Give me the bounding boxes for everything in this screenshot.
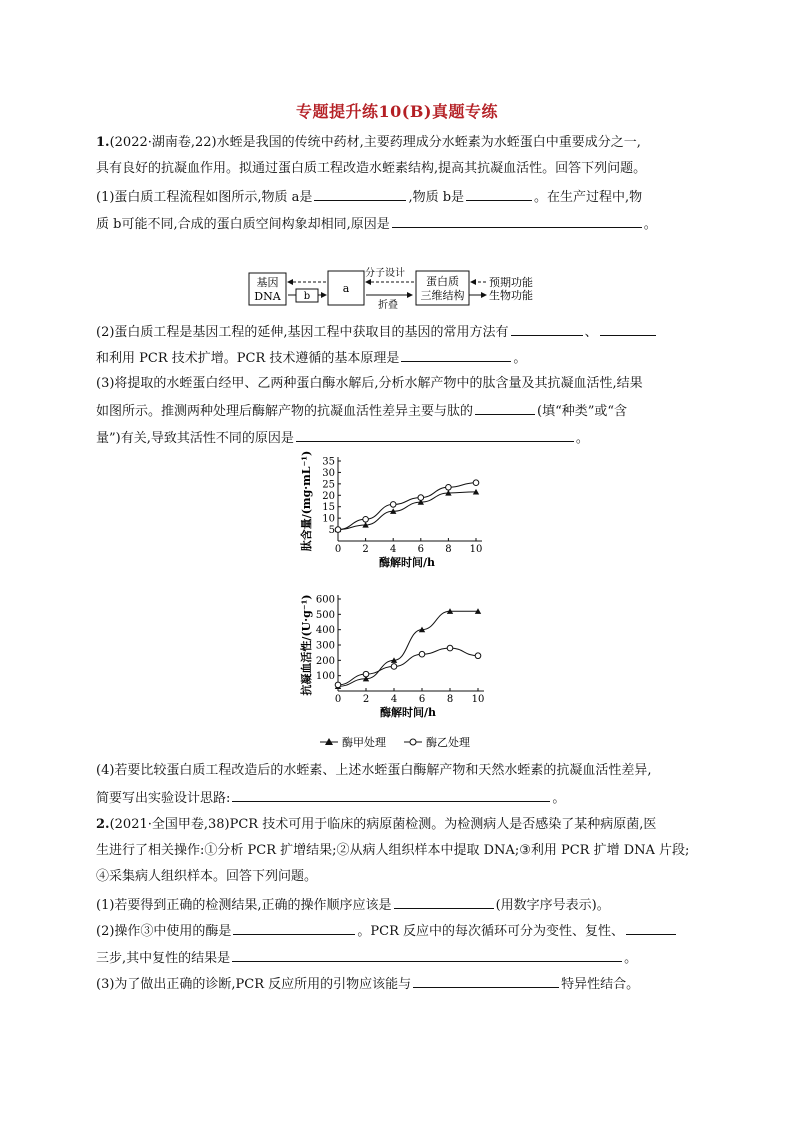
data-point-circle	[390, 502, 396, 508]
peptide-content-chart	[296, 450, 506, 580]
molecular-design-label: 分子设计	[365, 268, 405, 279]
y-tick-label: 10	[322, 513, 335, 525]
q1-stem-1: (2022·湖南卷,22)水蛭是我国的传统中药材,主要药理成分水蛭素为水蛭蛋白中重要成分之一,	[109, 135, 641, 150]
protein-label: 蛋白质	[426, 275, 459, 288]
data-point-circle	[473, 480, 479, 486]
x-tick-label: 4	[390, 544, 397, 555]
data-point-circle	[363, 516, 369, 522]
answer-blank-2-c[interactable]	[401, 348, 511, 362]
data-point-circle	[475, 653, 481, 659]
data-point-circle	[335, 527, 341, 533]
answer-blank-1-a[interactable]	[314, 187, 406, 201]
x-axis-label: 酶解时间/h	[378, 556, 436, 569]
x-tick-label: 6	[417, 544, 424, 555]
q2-number: 2.	[96, 817, 110, 832]
q1-part2-line-2	[96, 348, 526, 367]
q2-part2-period: 。	[624, 951, 638, 966]
q2-part1-text-b: (用数字序号表示)。	[495, 898, 610, 913]
structure-label: 三维结构	[420, 289, 465, 302]
x-tick-label: 8	[446, 694, 454, 705]
x-tick-label: 8	[445, 544, 452, 555]
q1-part4-line-1: (4)若要比较蛋白质工程改造后的水蛭素、上述水蛭蛋白酶解产物和天然水蛭素的抗凝血活性差异,	[96, 763, 652, 778]
q2-stem-1: (2021·全国甲卷,38)PCR 技术可用于临床的病原菌检测。为检测病人是否感染了某种病原菌,医	[109, 817, 657, 832]
data-point-circle	[446, 484, 452, 490]
data-point-circle	[447, 645, 453, 651]
y-tick-label: 100	[315, 671, 335, 683]
q2-part3-text-b: 特异性结合。	[561, 977, 640, 992]
q1-part3-line-2	[96, 401, 627, 420]
page-title: 专题提升练10(B)真题专练	[296, 102, 498, 121]
gene-label: 基因	[256, 276, 279, 289]
q1-part2-text-a: (2)蛋白质工程是基因工程的延伸,基因工程中获取目的基因的常用方法有	[96, 325, 509, 340]
x-tick-label: 0	[334, 694, 342, 705]
answer-blank-2-a[interactable]	[511, 322, 583, 336]
q2-part2-text-b: 。PCR 反应中的每次循环可分为变性、复性、	[357, 924, 625, 939]
answer-blank-q2-2a[interactable]	[233, 921, 355, 935]
biological-function-label: 生物功能	[489, 289, 533, 302]
data-point-circle	[363, 671, 369, 677]
answer-blank-q2-2b[interactable]	[626, 921, 676, 935]
q1-number: 1.	[96, 135, 110, 150]
legend-label-a: 酶甲处理	[342, 736, 386, 749]
answer-blank-q2-3[interactable]	[413, 974, 559, 988]
q2-part2-line-2	[96, 948, 637, 967]
y-tick-label: 600	[315, 594, 335, 606]
x-tick-label: 4	[390, 694, 398, 705]
x-tick-label: 0	[334, 544, 342, 555]
y-tick-label: 400	[315, 625, 335, 637]
protein-engineering-flowchart	[240, 266, 560, 312]
q2-part3-line	[96, 974, 639, 993]
y-axis-label: 抗凝血活性/(U·g⁻¹)	[300, 594, 313, 696]
q1-line-2: 具有良好的抗凝血作用。拟通过蛋白质工程改造水蛭素结构,提高其抗凝血活性。回答下列问题。	[96, 161, 647, 176]
q1-part3-line-1: (3)将提取的水蛭蛋白经甲、乙两种蛋白酶水解后,分析水解产物中的肽含量及其抗凝血活性,结果	[96, 376, 643, 391]
series-line-1	[338, 492, 476, 530]
q2-part2-text-a: (2)操作③中使用的酶是	[96, 924, 232, 939]
q1-part1-line-1	[96, 187, 642, 206]
q1-part1-text-a: (1)蛋白质工程流程如图所示,物质 a是	[96, 190, 313, 205]
answer-blank-3-a[interactable]	[475, 401, 535, 415]
q1-part3-line-3	[96, 428, 589, 447]
q1-part4-text-b: 简要写出实验设计思路:	[96, 791, 231, 806]
substance-b-label: b	[303, 291, 311, 302]
data-point-circle	[419, 651, 425, 657]
q1-part2-comma: 、	[584, 325, 598, 340]
answer-blank-4[interactable]	[232, 788, 550, 802]
answer-blank-1-b[interactable]	[466, 187, 532, 201]
y-tick-label: 300	[315, 640, 335, 652]
q1-part1-line-2	[96, 214, 657, 233]
q1-part3-text-c: (填“种类”或“含	[537, 404, 628, 419]
x-axis-label: 酶解时间/h	[379, 706, 437, 719]
y-tick-label: 5	[328, 525, 335, 537]
q1-line-1	[96, 134, 641, 151]
q2-part3-text-a: (3)为了做出正确的诊断,PCR 反应所用的引物应该能与	[96, 977, 412, 992]
q2-part2-text-c: 三步,其中复性的结果是	[96, 951, 231, 966]
folding-label: 折叠	[378, 300, 398, 311]
anticoagulant-activity-chart	[296, 592, 506, 724]
y-tick-label: 500	[315, 609, 335, 621]
y-tick-label: 30	[322, 467, 335, 479]
answer-blank-q2-1[interactable]	[394, 895, 494, 909]
y-tick-label: 15	[322, 502, 335, 514]
q1-part2-line-1	[96, 322, 658, 341]
data-point-circle	[335, 682, 341, 688]
dna-label: DNA	[254, 290, 281, 303]
q1-part4-line-2	[96, 788, 565, 807]
substance-a-label: a	[342, 282, 350, 295]
y-tick-label: 25	[322, 479, 335, 491]
q2-part1-text-a: (1)若要得到正确的检测结果,正确的操作顺序应该是	[96, 898, 392, 913]
q1-part1-period: 。	[643, 217, 657, 232]
q1-part3-text-d: 量”)有关,导致其活性不同的原因是	[96, 431, 294, 446]
q1-part2-text-c: 和利用 PCR 技术扩增。PCR 技术遵循的基本原理是	[96, 351, 400, 366]
chart-legend	[318, 733, 488, 751]
x-tick-label: 10	[471, 694, 485, 705]
x-tick-label: 2	[362, 694, 370, 705]
q2-part2-line-1	[96, 921, 678, 940]
q1-part1-text-c: 。在生产过程中,物	[534, 190, 643, 205]
y-tick-label: 20	[322, 490, 335, 502]
x-tick-label: 2	[362, 544, 369, 555]
q1-part3-period: 。	[575, 431, 589, 446]
x-tick-label: 10	[469, 544, 483, 555]
y-tick-label: 200	[315, 655, 335, 667]
circle-marker-icon	[410, 739, 416, 745]
legend-label-b: 酶乙处理	[426, 736, 470, 749]
y-axis-label: 肽含量/(mg·mL⁻¹)	[300, 450, 313, 552]
expected-function-label: 预期功能	[489, 276, 533, 289]
x-tick-label: 6	[418, 694, 426, 705]
q2-line-1	[96, 816, 656, 833]
q2-line-2: 生进行了相关操作:①分析 PCR 扩增结果;②从病人组织样本中提取 DNA;③利用 PCR 扩增 DNA 片段;	[96, 843, 690, 858]
q1-part1-text-b: ,物质 b是	[408, 190, 465, 205]
q1-part4-period: 。	[552, 791, 566, 806]
q2-line-3: ④采集病人组织样本。回答下列问题。	[96, 869, 318, 884]
answer-blank-2-b[interactable]	[600, 322, 656, 336]
q2-part1-line	[96, 895, 610, 914]
data-point-circle	[391, 664, 397, 670]
q1-part1-text-d: 质 b可能不同,合成的蛋白质空间构象却相同,原因是	[96, 217, 390, 232]
q1-part2-period: 。	[513, 351, 527, 366]
answer-blank-3-b[interactable]	[296, 428, 574, 442]
answer-blank-1-reason[interactable]	[392, 214, 642, 228]
q1-part3-text-b: 如图所示。推测两种处理后酶解产物的抗凝血活性差异主要与肽的	[96, 404, 474, 419]
data-point-circle	[418, 495, 424, 501]
y-tick-label: 35	[322, 456, 335, 468]
answer-blank-q2-2c[interactable]	[232, 948, 622, 962]
